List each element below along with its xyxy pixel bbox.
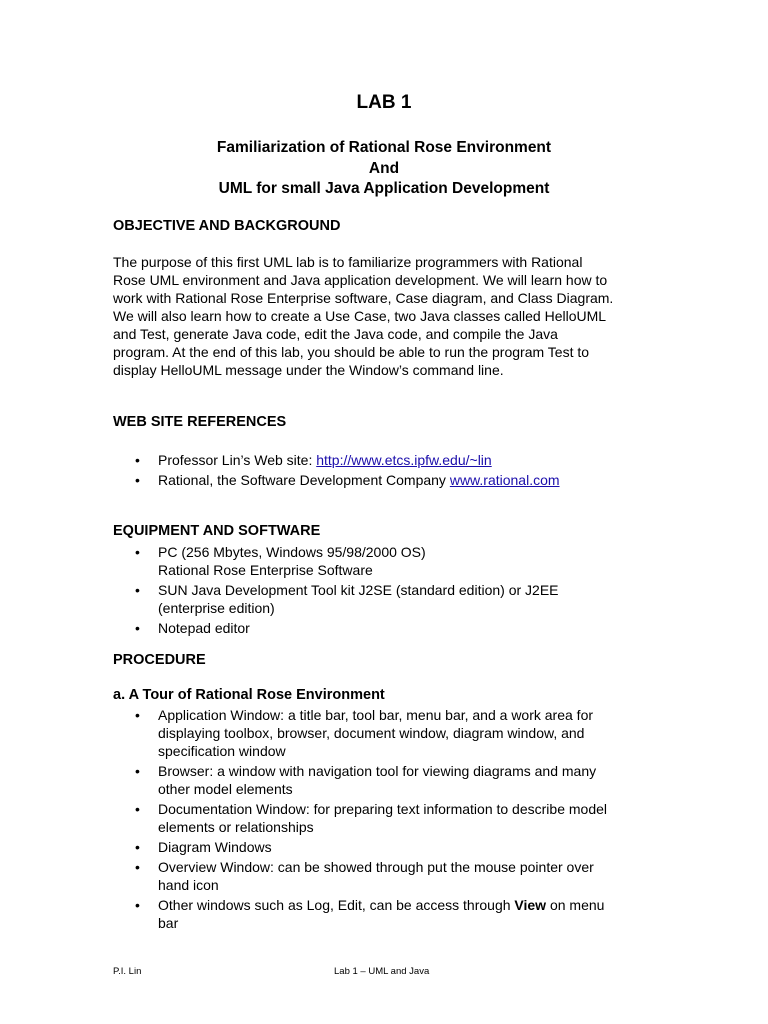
equipment-heading: EQUIPMENT AND SOFTWARE [113,523,321,539]
web-references-list [113,451,658,491]
list-item-line: PC (256 Mbytes, Windows 95/98/2000 OS) [158,544,426,560]
objective-line: display HelloUML message under the Window’s command line. [113,362,504,378]
list-item [113,762,658,798]
procedure-heading: PROCEDURE [113,652,206,668]
objective-paragraph [113,253,658,379]
bullet-icon: • [135,472,140,488]
rational-link[interactable]: www.rational.com [449,472,560,488]
list-item [113,858,658,894]
list-item [113,543,658,579]
list-item-line: Diagram Windows [158,839,272,855]
subtitle-line-3: UML for small Java Application Development [218,180,550,197]
bullet-icon: • [135,763,140,779]
bullet-icon: • [135,620,140,636]
bullet-icon: • [135,801,140,817]
list-item-line: other model elements [158,781,293,797]
objective-heading: OBJECTIVE AND BACKGROUND [113,218,341,234]
list-item-line: (enterprise edition) [158,600,275,616]
bullet-icon: • [135,707,140,723]
list-item-line: Documentation Window: for preparing text information to describe model [158,801,607,817]
list-item-line: displaying toolbox, browser, document window, diagram window, and [158,725,585,741]
list-item-text: Rational, the Software Development Company [158,472,450,488]
list-item-line: Rational Rose Enterprise Software [158,562,373,578]
objective-line: The purpose of this first UML lab is to familiarize programmers with Rational [113,254,583,270]
list-item [113,838,658,856]
list-item [113,619,658,637]
bullet-icon: • [135,859,140,875]
list-item [113,896,658,932]
objective-line: work with Rational Rose Enterprise software, Case diagram, and Class Diagram. [113,290,614,306]
list-item-line: bar [158,915,179,931]
list-item [113,451,658,469]
subtitle-line-1: Familiarization of Rational Rose Environment [216,139,552,156]
objective-line: We will also learn how to create a Use Case, two Java classes called HelloUML [113,308,607,324]
list-item [113,581,658,617]
list-item-text: Professor Lin’s Web site: [158,452,317,468]
list-item [113,471,658,489]
professor-lin-link[interactable]: http://www.etcs.ipfw.edu/~lin [316,452,492,468]
bullet-icon: • [135,544,140,560]
objective-line: and Test, generate Java code, edit the Java code, and compile the Java [113,326,558,342]
procedure-subheading: a. A Tour of Rational Rose Environment [113,687,385,703]
list-item-line: SUN Java Development Tool kit J2SE (standard edition) or J2EE [158,582,559,598]
equipment-list [113,543,658,639]
objective-line: program. At the end of this lab, you should be able to run the program Test to [113,344,590,360]
list-item [113,800,658,836]
footer-title: Lab 1 – UML and Java [334,966,430,977]
footer-author: P.I. Lin [113,966,142,977]
list-item-line: hand icon [158,877,219,893]
list-item [113,706,658,760]
procedure-list [113,706,658,934]
list-item-line: specification window [158,743,286,759]
bullet-icon: • [135,582,140,598]
list-item-line: Browser: a window with navigation tool for viewing diagrams and many [158,763,597,779]
list-item-line: Application Window: a title bar, tool bar, menu bar, and a work area for [158,707,594,723]
bullet-icon: • [135,452,140,468]
list-item-line: elements or relationships [158,819,314,835]
web-references-heading: WEB SITE REFERENCES [113,414,287,430]
view-menu-label: View [514,897,547,913]
list-item-text: Other windows such as Log, Edit, can be access through [158,897,515,913]
list-item-line: Overview Window: can be showed through put the mouse pointer over [158,859,594,875]
list-item-text: on menu [546,897,605,913]
bullet-icon: • [135,897,140,913]
bullet-icon: • [135,839,140,855]
list-item-line: Notepad editor [158,620,250,636]
subtitle-line-2: And [368,160,400,177]
objective-line: Rose UML environment and Java application development. We will learn how to [113,272,608,288]
document-title: LAB 1 [356,92,412,113]
